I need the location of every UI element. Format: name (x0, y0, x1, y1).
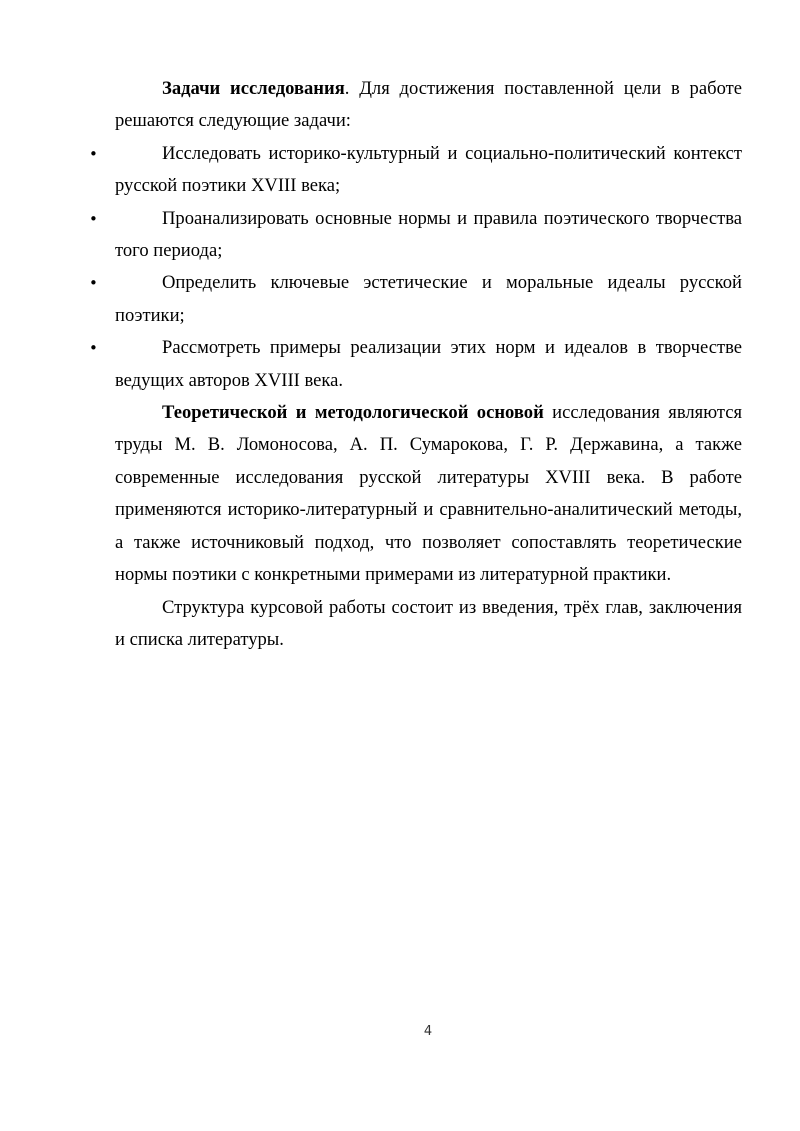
methodology-text: исследования являются труды М. В. Ломоносова, А. П. Сумарокова, Г. Р. Державина, а также современные исследования русской литературы XVIII века. В работе применяются историко-литературный и сравнительно-аналитический методы, а также источниковый подход, что позволяет сопоставлять теоретические нормы поэтики с конкретными примерами из литературной практики. (115, 402, 742, 586)
bullet-icon: • (89, 274, 98, 293)
bullet-icon: • (89, 209, 98, 228)
list-item (89, 203, 742, 268)
document-body (89, 73, 743, 656)
list-item (89, 267, 742, 332)
bullet-icon: • (89, 144, 98, 163)
research-tasks-heading: Задачи исследования (162, 78, 345, 99)
paragraph-structure (115, 592, 742, 657)
paragraph-research-tasks (115, 73, 742, 138)
list-item-text: Рассмотреть примеры реализации этих норм и идеалов в творчестве ведущих авторов XVIII века. (115, 337, 742, 391)
methodology-heading: Теоретической и методологической основой (162, 402, 544, 424)
research-tasks-intro: . Для достижения поставленной цели в работе решаются следующие задачи: (115, 78, 743, 132)
list-item (89, 332, 742, 397)
list-item (89, 138, 742, 203)
list-item-text: Определить ключевые эстетические и моральные идеалы русской поэтики; (115, 272, 742, 326)
bullet-icon: • (89, 339, 98, 358)
structure-text: Структура курсовой работы состоит из введения, трёх глав, заключения и списка литературы. (115, 596, 742, 650)
list-item-text: Проанализировать основные нормы и правила поэтического творчества того периода; (115, 207, 742, 262)
page-number: 4 (423, 1024, 433, 1039)
paragraph-methodology (115, 397, 742, 591)
list-item-text: Исследовать историко-культурный и социально-политический контекст русской поэтики XVIII века; (115, 142, 742, 197)
